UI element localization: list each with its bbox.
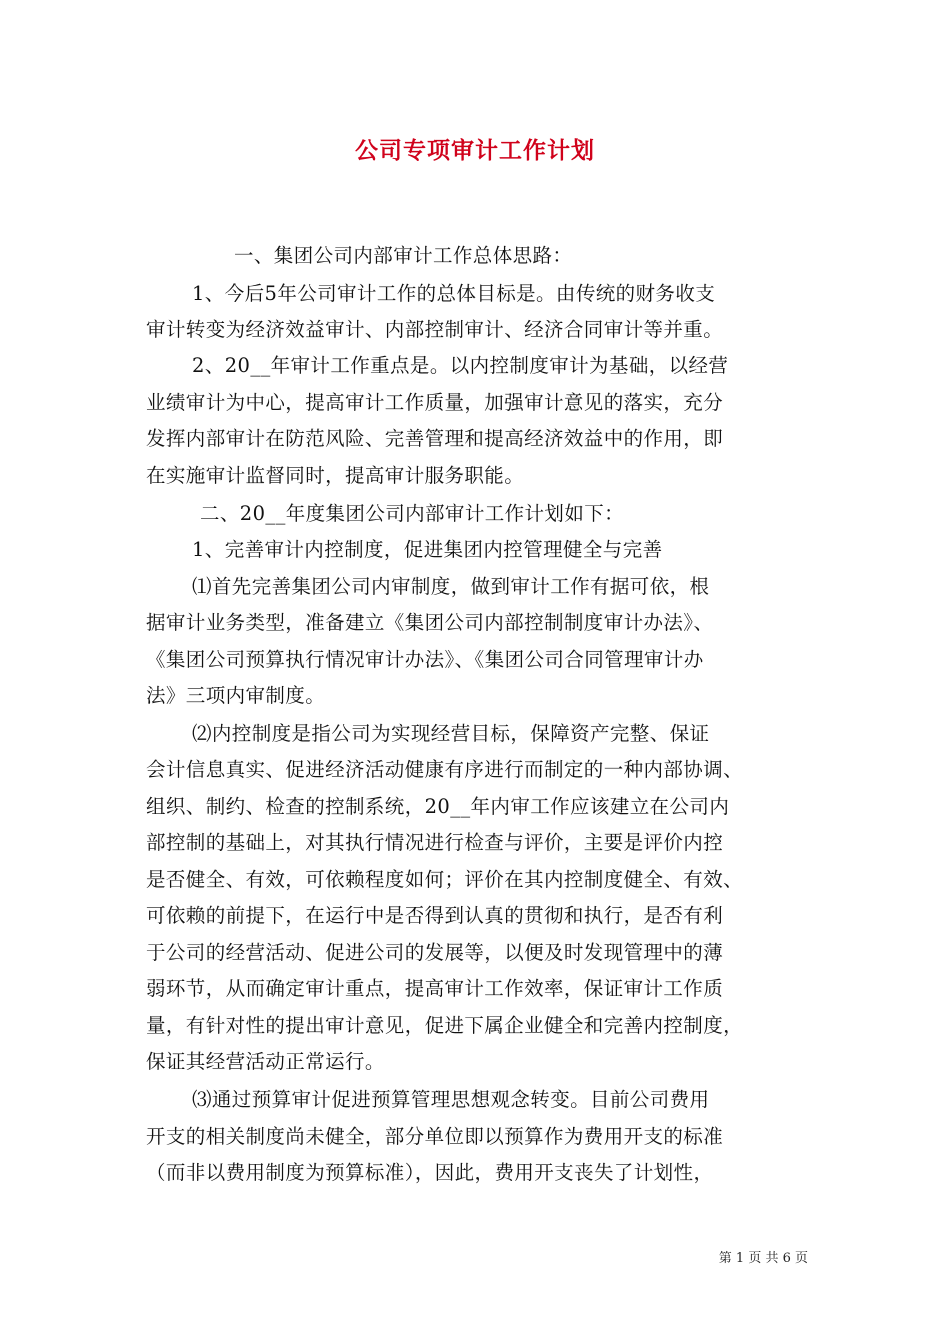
page-title: 公司专项审计工作计划 — [355, 138, 595, 164]
paragraph-line: 组织、制约、检查的控制系统，20__年内审工作应该建立在公司内 — [146, 795, 730, 818]
paragraph-line: 法》三项内审制度。 — [146, 684, 326, 707]
paragraph-line: 业绩审计为中心，提高审计工作质量，加强审计意见的落实，充分 — [146, 391, 724, 414]
paragraph-line: 弱环节，从而确定审计重点，提高审计工作效率，保证审计工作质 — [146, 977, 724, 1000]
paragraph-line: 一、集团公司内部审计工作总体思路： — [234, 244, 573, 267]
paragraph-line: 保证其经营活动正常运行。 — [146, 1050, 385, 1073]
paragraph-line: 2、20__年审计工作重点是。以内控制度审计为基础，以经营 — [192, 354, 729, 377]
paragraph-line: 发挥内部审计在防范风险、完善管理和提高经济效益中的作用，即 — [146, 427, 724, 450]
paragraph-line: 会计信息真实、促进经济活动健康有序进行而制定的一种内部协调、 — [146, 758, 744, 781]
paragraph-line: 1、完善审计内控制度，促进集团内控管理健全与完善 — [192, 538, 663, 561]
paragraph-line: 部控制的基础上，对其执行情况进行检查与评价，主要是评价内控 — [146, 831, 724, 854]
paragraph-line: 在实施审计监督同时，提高审计服务职能。 — [146, 464, 525, 487]
paragraph-line: ⑵内控制度是指公司为实现经营目标，保障资产完整、保证 — [192, 722, 710, 745]
paragraph-line: 开支的相关制度尚未健全，部分单位即以预算作为费用开支的标准 — [146, 1125, 724, 1148]
paragraph-line: 可依赖的前提下，在运行中是否得到认真的贯彻和执行，是否有利 — [146, 904, 724, 927]
paragraph-line: 《集团公司预算执行情况审计办法》、《集团公司合同管理审计办 — [146, 648, 704, 671]
paragraph-line: 二、20__年度集团公司内部审计工作计划如下： — [200, 502, 625, 525]
paragraph-line: 1、今后5年公司审计工作的总体目标是。由传统的财务收支 — [192, 282, 716, 305]
paragraph-line: 是否健全、有效，可依赖程度如何；评价在其内控制度健全、有效、 — [146, 868, 744, 891]
paragraph-line: 审计转变为经济效益审计、内部控制审计、经济合同审计等并重。 — [146, 318, 724, 341]
paragraph-line: 据审计业务类型，准备建立《集团公司内部控制制度审计办法》、 — [146, 611, 714, 634]
paragraph-line: ⑶通过预算审计促进预算管理思想观念转变。目前公司费用 — [192, 1088, 710, 1111]
paragraph-line: （而非以费用制度为预算标准），因此，费用开支丧失了计划性， — [146, 1161, 714, 1184]
paragraph-line: 量，有针对性的提出审计意见，促进下属企业健全和完善内控制度， — [146, 1014, 744, 1037]
page-number: 第 1 页 共 6 页 — [718, 1251, 808, 1266]
paragraph-line: 于公司的经营活动、促进公司的发展等，以便及时发现管理中的薄 — [146, 941, 724, 964]
paragraph-line: ⑴首先完善集团公司内审制度，做到审计工作有据可依，根 — [192, 575, 710, 598]
